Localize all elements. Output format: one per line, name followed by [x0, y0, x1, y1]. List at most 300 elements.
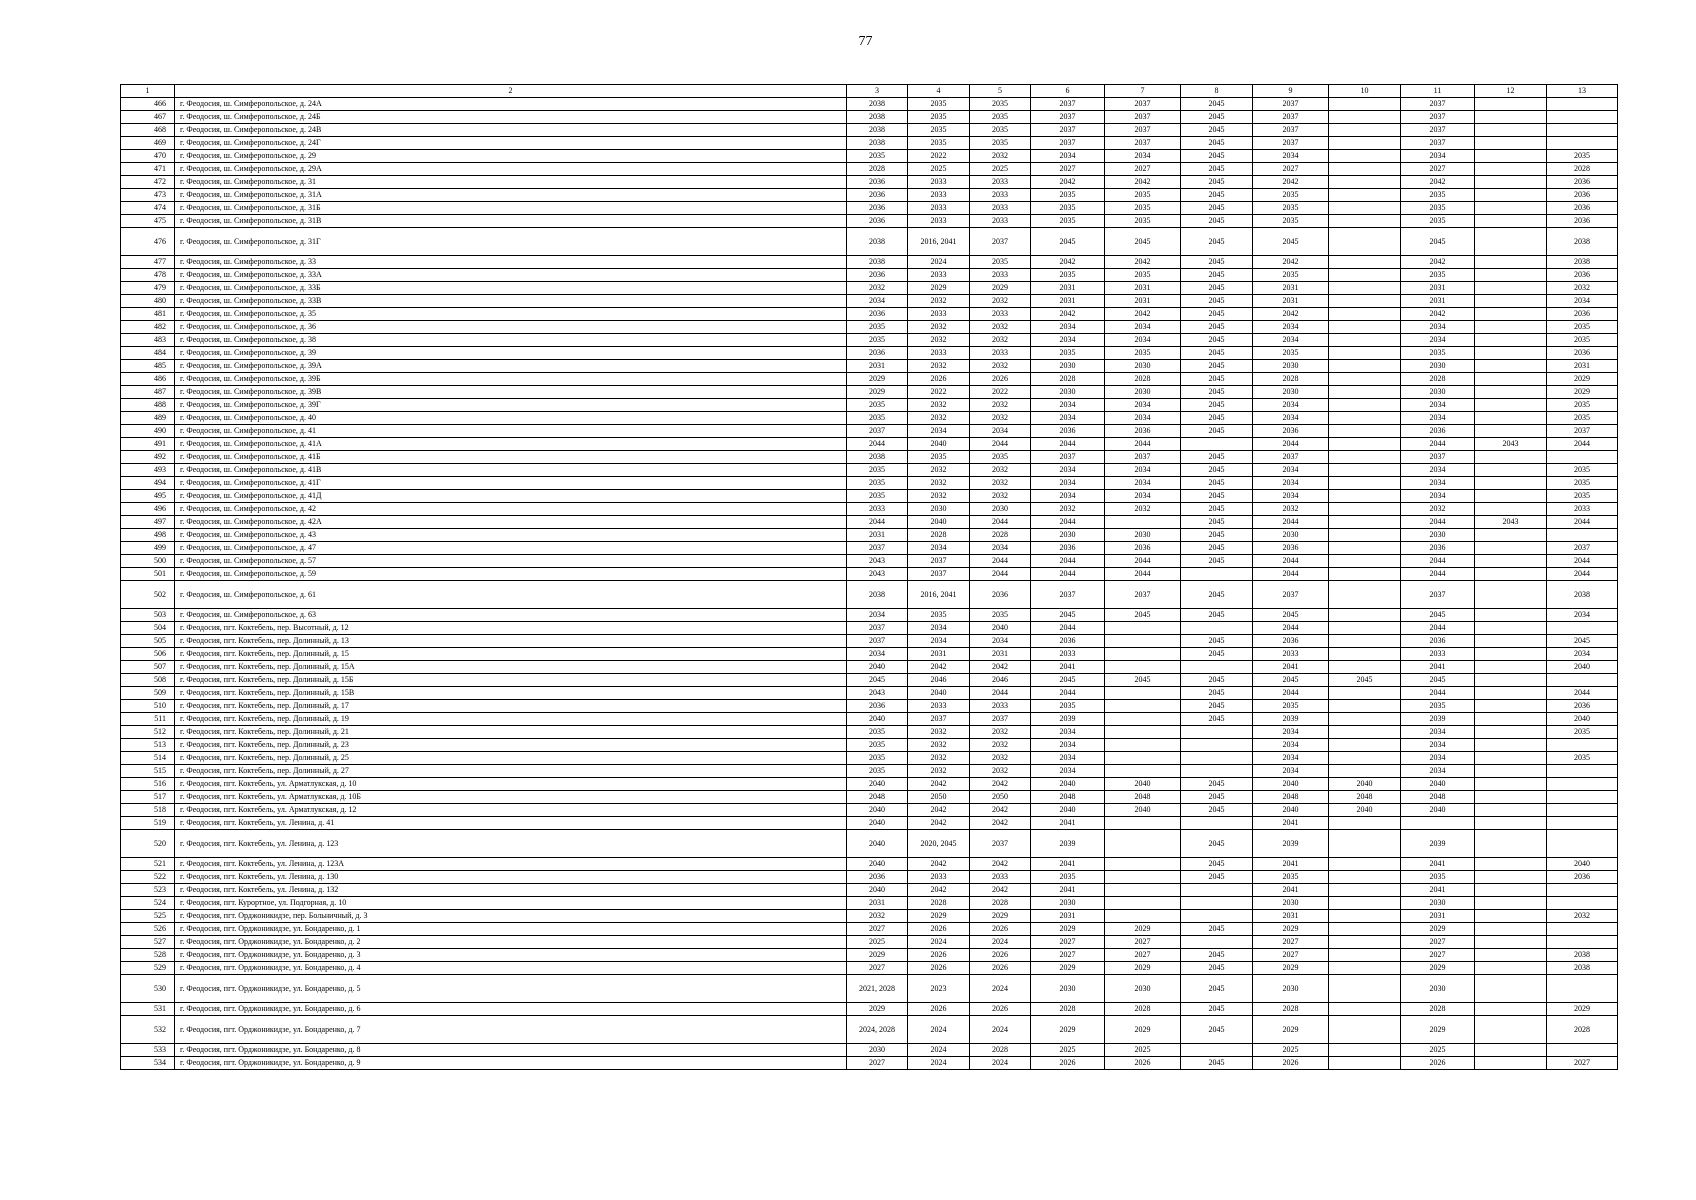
year-cell-col-12 — [1475, 347, 1547, 360]
year-cell-col-10 — [1329, 622, 1401, 635]
year-cell-col-5: 2040 — [970, 622, 1031, 635]
year-cell-col-7 — [1105, 516, 1181, 529]
year-cell-col-12 — [1475, 635, 1547, 648]
address-cell: г. Феодосия, пгт. Орджоникидзе, ул. Бондаренко, д. 4 — [175, 962, 847, 975]
year-cell-col-6: 2028 — [1031, 373, 1105, 386]
row-number: 506 — [121, 648, 175, 661]
year-cell-col-4: 2032 — [908, 739, 970, 752]
year-cell-col-10 — [1329, 137, 1401, 150]
year-cell-col-4: 2032 — [908, 765, 970, 778]
year-cell-col-3: 2040 — [847, 817, 908, 830]
year-cell-col-4: 2030 — [908, 503, 970, 516]
year-cell-col-10 — [1329, 176, 1401, 189]
year-cell-col-4: 2040 — [908, 516, 970, 529]
year-cell-col-6: 2036 — [1031, 425, 1105, 438]
year-cell-col-7: 2034 — [1105, 334, 1181, 347]
year-cell-col-5: 2035 — [970, 451, 1031, 464]
year-cell-col-7: 2032 — [1105, 503, 1181, 516]
year-cell-col-10 — [1329, 399, 1401, 412]
year-cell-col-9: 2029 — [1253, 1016, 1329, 1044]
address-cell: г. Феодосия, ш. Симферопольское, д. 57 — [175, 555, 847, 568]
year-cell-col-7: 2037 — [1105, 581, 1181, 609]
year-cell-col-8: 2045 — [1181, 581, 1253, 609]
row-number: 475 — [121, 215, 175, 228]
row-number: 515 — [121, 765, 175, 778]
year-cell-col-5: 2033 — [970, 871, 1031, 884]
year-cell-col-3: 2035 — [847, 490, 908, 503]
year-cell-col-5: 2024 — [970, 1057, 1031, 1070]
year-cell-col-9: 2039 — [1253, 830, 1329, 858]
year-cell-col-6: 2035 — [1031, 347, 1105, 360]
year-cell-col-9: 2037 — [1253, 137, 1329, 150]
year-cell-col-6: 2034 — [1031, 765, 1105, 778]
year-cell-col-6: 2048 — [1031, 791, 1105, 804]
year-cell-col-12 — [1475, 137, 1547, 150]
year-cell-col-13: 2040 — [1547, 858, 1618, 871]
year-cell-col-9: 2036 — [1253, 635, 1329, 648]
year-cell-col-10 — [1329, 884, 1401, 897]
year-cell-col-6: 2034 — [1031, 752, 1105, 765]
year-cell-col-13: 2033 — [1547, 503, 1618, 516]
year-cell-col-13: 2045 — [1547, 635, 1618, 648]
year-cell-col-12 — [1475, 962, 1547, 975]
year-cell-col-7 — [1105, 897, 1181, 910]
year-cell-col-9: 2041 — [1253, 884, 1329, 897]
year-cell-col-9: 2031 — [1253, 910, 1329, 923]
year-cell-col-5: 2028 — [970, 897, 1031, 910]
year-cell-col-7: 2029 — [1105, 1016, 1181, 1044]
row-number: 496 — [121, 503, 175, 516]
year-cell-col-6: 2027 — [1031, 949, 1105, 962]
row-number: 522 — [121, 871, 175, 884]
row-number: 513 — [121, 739, 175, 752]
table-row — [121, 412, 1618, 425]
table-row — [121, 189, 1618, 202]
year-cell-col-6: 2044 — [1031, 622, 1105, 635]
year-cell-col-4: 2033 — [908, 269, 970, 282]
year-cell-col-5: 2042 — [970, 884, 1031, 897]
year-cell-col-11: 2034 — [1401, 412, 1475, 425]
year-cell-col-3: 2044 — [847, 438, 908, 451]
column-header-8: 8 — [1181, 85, 1253, 98]
year-cell-col-12 — [1475, 124, 1547, 137]
year-cell-col-12 — [1475, 1057, 1547, 1070]
year-cell-col-11: 2034 — [1401, 739, 1475, 752]
year-cell-col-5: 2050 — [970, 791, 1031, 804]
year-cell-col-12 — [1475, 726, 1547, 739]
year-cell-col-5: 2032 — [970, 490, 1031, 503]
year-cell-col-6: 2031 — [1031, 295, 1105, 308]
year-cell-col-9: 2033 — [1253, 648, 1329, 661]
year-cell-col-7 — [1105, 622, 1181, 635]
year-cell-col-5: 2037 — [970, 830, 1031, 858]
year-cell-col-12 — [1475, 477, 1547, 490]
year-cell-col-3: 2035 — [847, 412, 908, 425]
row-number: 477 — [121, 256, 175, 269]
address-cell: г. Феодосия, пгт. Орджоникидзе, ул. Бондаренко, д. 2 — [175, 936, 847, 949]
year-cell-col-3: 2040 — [847, 830, 908, 858]
year-cell-col-10 — [1329, 215, 1401, 228]
year-cell-col-5: 2032 — [970, 360, 1031, 373]
year-cell-col-11: 2036 — [1401, 425, 1475, 438]
year-cell-col-12 — [1475, 765, 1547, 778]
year-cell-col-13: 2035 — [1547, 150, 1618, 163]
year-cell-col-10 — [1329, 661, 1401, 674]
year-cell-col-6: 2025 — [1031, 1044, 1105, 1057]
year-cell-col-3: 2036 — [847, 269, 908, 282]
year-cell-col-6: 2037 — [1031, 98, 1105, 111]
year-cell-col-7 — [1105, 700, 1181, 713]
year-cell-col-13: 2035 — [1547, 399, 1618, 412]
year-cell-col-11: 2037 — [1401, 98, 1475, 111]
year-cell-col-7 — [1105, 635, 1181, 648]
year-cell-col-4: 2034 — [908, 542, 970, 555]
year-cell-col-12 — [1475, 334, 1547, 347]
year-cell-col-8: 2045 — [1181, 648, 1253, 661]
year-cell-col-3: 2040 — [847, 661, 908, 674]
year-cell-col-6: 2037 — [1031, 451, 1105, 464]
year-cell-col-7: 2034 — [1105, 490, 1181, 503]
address-cell: г. Феодосия, ш. Симферопольское, д. 39А — [175, 360, 847, 373]
year-cell-col-12 — [1475, 150, 1547, 163]
table-row — [121, 137, 1618, 150]
year-cell-col-11: 2029 — [1401, 962, 1475, 975]
year-cell-col-7: 2027 — [1105, 936, 1181, 949]
year-cell-col-13: 2035 — [1547, 321, 1618, 334]
year-cell-col-13: 2034 — [1547, 295, 1618, 308]
table-row — [121, 975, 1618, 1003]
year-cell-col-3: 2028 — [847, 163, 908, 176]
year-cell-col-13 — [1547, 936, 1618, 949]
table-row — [121, 111, 1618, 124]
year-cell-col-3: 2031 — [847, 897, 908, 910]
year-cell-col-4: 2022 — [908, 150, 970, 163]
year-cell-col-11: 2042 — [1401, 308, 1475, 321]
year-cell-col-3: 2030 — [847, 1044, 908, 1057]
row-number: 531 — [121, 1003, 175, 1016]
year-cell-col-12 — [1475, 555, 1547, 568]
column-header-3: 3 — [847, 85, 908, 98]
year-cell-col-8: 2045 — [1181, 804, 1253, 817]
year-cell-col-3: 2035 — [847, 726, 908, 739]
address-cell: г. Феодосия, ш. Симферопольское, д. 41Д — [175, 490, 847, 503]
row-number: 498 — [121, 529, 175, 542]
year-cell-col-10: 2040 — [1329, 778, 1401, 791]
year-cell-col-3: 2036 — [847, 347, 908, 360]
year-cell-col-4: 2035 — [908, 609, 970, 622]
year-cell-col-5: 2034 — [970, 425, 1031, 438]
year-cell-col-4: 2035 — [908, 111, 970, 124]
year-cell-col-12 — [1475, 1044, 1547, 1057]
year-cell-col-6: 2031 — [1031, 910, 1105, 923]
year-cell-col-5: 2035 — [970, 609, 1031, 622]
year-cell-col-5: 2030 — [970, 503, 1031, 516]
address-cell: г. Феодосия, пгт. Коктебель, пер. Долинный, д. 19 — [175, 713, 847, 726]
year-cell-col-8: 2045 — [1181, 98, 1253, 111]
year-cell-col-3: 2037 — [847, 542, 908, 555]
year-cell-col-4: 2035 — [908, 124, 970, 137]
year-cell-col-5: 2033 — [970, 700, 1031, 713]
row-number: 484 — [121, 347, 175, 360]
address-cell: г. Феодосия, ш. Симферопольское, д. 59 — [175, 568, 847, 581]
year-cell-col-3: 2043 — [847, 555, 908, 568]
year-cell-col-6: 2041 — [1031, 858, 1105, 871]
year-cell-col-9: 2034 — [1253, 739, 1329, 752]
year-cell-col-8: 2045 — [1181, 871, 1253, 884]
year-cell-col-3: 2036 — [847, 871, 908, 884]
table-row — [121, 609, 1618, 622]
year-cell-col-8: 2045 — [1181, 464, 1253, 477]
year-cell-col-5: 2033 — [970, 308, 1031, 321]
year-cell-col-12 — [1475, 373, 1547, 386]
year-cell-col-12 — [1475, 386, 1547, 399]
year-cell-col-13: 2044 — [1547, 438, 1618, 451]
row-number: 529 — [121, 962, 175, 975]
row-number: 517 — [121, 791, 175, 804]
year-cell-col-9: 2045 — [1253, 228, 1329, 256]
year-cell-col-4: 2031 — [908, 648, 970, 661]
year-cell-col-11: 2037 — [1401, 137, 1475, 150]
year-cell-col-9: 2027 — [1253, 949, 1329, 962]
year-cell-col-8: 2045 — [1181, 778, 1253, 791]
year-cell-col-13: 2035 — [1547, 334, 1618, 347]
year-cell-col-6: 2032 — [1031, 503, 1105, 516]
year-cell-col-6: 2034 — [1031, 321, 1105, 334]
year-cell-col-3: 2036 — [847, 202, 908, 215]
year-cell-col-7: 2028 — [1105, 1003, 1181, 1016]
year-cell-col-3: 2027 — [847, 1057, 908, 1070]
year-cell-col-12 — [1475, 503, 1547, 516]
year-cell-col-11: 2034 — [1401, 334, 1475, 347]
year-cell-col-3: 2044 — [847, 516, 908, 529]
address-cell: г. Феодосия, ш. Симферопольское, д. 36 — [175, 321, 847, 334]
year-cell-col-10 — [1329, 451, 1401, 464]
table-row — [121, 804, 1618, 817]
column-header-11: 11 — [1401, 85, 1475, 98]
year-cell-col-5: 2032 — [970, 150, 1031, 163]
year-cell-col-7: 2030 — [1105, 360, 1181, 373]
year-cell-col-4: 2026 — [908, 962, 970, 975]
table-row — [121, 215, 1618, 228]
year-cell-col-8 — [1181, 661, 1253, 674]
table-row — [121, 752, 1618, 765]
address-cell: г. Феодосия, пгт. Коктебель, ул. Ленина, д. 130 — [175, 871, 847, 884]
year-cell-col-10 — [1329, 713, 1401, 726]
year-cell-col-3: 2035 — [847, 334, 908, 347]
table-row — [121, 648, 1618, 661]
year-cell-col-12 — [1475, 936, 1547, 949]
row-number: 478 — [121, 269, 175, 282]
table-row — [121, 635, 1618, 648]
table-row — [121, 124, 1618, 137]
year-cell-col-6: 2042 — [1031, 308, 1105, 321]
year-cell-col-7 — [1105, 765, 1181, 778]
year-cell-col-11: 2034 — [1401, 464, 1475, 477]
year-cell-col-5: 2029 — [970, 910, 1031, 923]
year-cell-col-8: 2045 — [1181, 386, 1253, 399]
table-row — [121, 674, 1618, 687]
year-cell-col-5: 2032 — [970, 765, 1031, 778]
year-cell-col-13 — [1547, 98, 1618, 111]
year-cell-col-9: 2045 — [1253, 674, 1329, 687]
year-cell-col-9: 2030 — [1253, 386, 1329, 399]
address-cell: г. Феодосия, ш. Симферопольское, д. 31 — [175, 176, 847, 189]
year-cell-col-4: 2037 — [908, 555, 970, 568]
table-row — [121, 98, 1618, 111]
year-cell-col-11: 2040 — [1401, 778, 1475, 791]
year-cell-col-3: 2034 — [847, 609, 908, 622]
year-cell-col-6: 2037 — [1031, 137, 1105, 150]
year-cell-col-6: 2035 — [1031, 269, 1105, 282]
address-cell: г. Феодосия, ш. Симферопольское, д. 31Б — [175, 202, 847, 215]
year-cell-col-7: 2036 — [1105, 425, 1181, 438]
year-cell-col-10 — [1329, 529, 1401, 542]
table-row — [121, 269, 1618, 282]
year-cell-col-3: 2038 — [847, 451, 908, 464]
year-cell-col-6: 2029 — [1031, 1016, 1105, 1044]
year-cell-col-10 — [1329, 308, 1401, 321]
table-row — [121, 529, 1618, 542]
year-cell-col-8 — [1181, 438, 1253, 451]
year-cell-col-9: 2044 — [1253, 555, 1329, 568]
year-cell-col-5: 2042 — [970, 858, 1031, 871]
address-cell: г. Феодосия, пгт. Коктебель, пер. Высотный, д. 12 — [175, 622, 847, 635]
address-cell: г. Феодосия, ш. Симферопольское, д. 40 — [175, 412, 847, 425]
year-cell-col-3: 2035 — [847, 765, 908, 778]
year-cell-col-13 — [1547, 830, 1618, 858]
year-cell-col-9: 2040 — [1253, 778, 1329, 791]
year-cell-col-8: 2045 — [1181, 308, 1253, 321]
year-cell-col-10 — [1329, 726, 1401, 739]
address-cell: г. Феодосия, ш. Симферопольское, д. 33Б — [175, 282, 847, 295]
year-cell-col-6: 2027 — [1031, 163, 1105, 176]
year-cell-col-3: 2021, 2028 — [847, 975, 908, 1003]
year-cell-col-10 — [1329, 464, 1401, 477]
address-cell: г. Феодосия, пгт. Коктебель, пер. Долинный, д. 27 — [175, 765, 847, 778]
address-cell: г. Феодосия, пгт. Орджоникидзе, ул. Бондаренко, д. 9 — [175, 1057, 847, 1070]
year-cell-col-3: 2029 — [847, 949, 908, 962]
year-cell-col-5: 2026 — [970, 373, 1031, 386]
year-cell-col-7: 2037 — [1105, 98, 1181, 111]
year-cell-col-4: 2033 — [908, 176, 970, 189]
year-cell-col-9: 2027 — [1253, 936, 1329, 949]
year-cell-col-11: 2031 — [1401, 282, 1475, 295]
year-cell-col-4: 2037 — [908, 713, 970, 726]
address-cell: г. Феодосия, пгт. Орджоникидзе, ул. Бондаренко, д. 7 — [175, 1016, 847, 1044]
year-cell-col-11: 2037 — [1401, 124, 1475, 137]
year-cell-col-9: 2045 — [1253, 609, 1329, 622]
row-number: 533 — [121, 1044, 175, 1057]
year-cell-col-3: 2034 — [847, 648, 908, 661]
year-cell-col-10 — [1329, 477, 1401, 490]
year-cell-col-9: 2042 — [1253, 256, 1329, 269]
year-cell-col-6: 2034 — [1031, 399, 1105, 412]
row-number: 524 — [121, 897, 175, 910]
year-cell-col-13 — [1547, 529, 1618, 542]
year-cell-col-11: 2042 — [1401, 176, 1475, 189]
year-cell-col-11: 2044 — [1401, 622, 1475, 635]
year-cell-col-8: 2045 — [1181, 334, 1253, 347]
year-cell-col-11: 2034 — [1401, 321, 1475, 334]
year-cell-col-9: 2037 — [1253, 451, 1329, 464]
year-cell-col-7: 2025 — [1105, 1044, 1181, 1057]
year-cell-col-6: 2041 — [1031, 661, 1105, 674]
year-cell-col-9: 2036 — [1253, 542, 1329, 555]
year-cell-col-8: 2045 — [1181, 451, 1253, 464]
row-number: 514 — [121, 752, 175, 765]
year-cell-col-13: 2038 — [1547, 581, 1618, 609]
row-number: 470 — [121, 150, 175, 163]
table-row — [121, 308, 1618, 321]
year-cell-col-9: 2044 — [1253, 568, 1329, 581]
year-cell-col-8: 2045 — [1181, 542, 1253, 555]
year-cell-col-13: 2036 — [1547, 700, 1618, 713]
year-cell-col-8 — [1181, 752, 1253, 765]
address-cell: г. Феодосия, ш. Симферопольское, д. 24Г — [175, 137, 847, 150]
row-number: 479 — [121, 282, 175, 295]
year-cell-col-13 — [1547, 1044, 1618, 1057]
year-cell-col-4: 2037 — [908, 568, 970, 581]
table-row — [121, 765, 1618, 778]
year-cell-col-13: 2035 — [1547, 477, 1618, 490]
table-row — [121, 438, 1618, 451]
table-row — [121, 568, 1618, 581]
year-cell-col-4: 2026 — [908, 923, 970, 936]
year-cell-col-6: 2044 — [1031, 687, 1105, 700]
year-cell-col-3: 2035 — [847, 399, 908, 412]
year-cell-col-9: 2030 — [1253, 897, 1329, 910]
year-cell-col-8 — [1181, 1044, 1253, 1057]
address-cell: г. Феодосия, пгт. Орджоникидзе, пер. Больничный, д. 3 — [175, 910, 847, 923]
row-number: 503 — [121, 609, 175, 622]
column-header-1: 1 — [121, 85, 175, 98]
year-cell-col-5: 2032 — [970, 477, 1031, 490]
year-cell-col-4: 2033 — [908, 202, 970, 215]
year-cell-col-5: 2044 — [970, 516, 1031, 529]
year-cell-col-10 — [1329, 568, 1401, 581]
row-number: 534 — [121, 1057, 175, 1070]
year-cell-col-8: 2045 — [1181, 202, 1253, 215]
year-cell-col-7: 2044 — [1105, 438, 1181, 451]
year-cell-col-12 — [1475, 791, 1547, 804]
year-cell-col-9: 2039 — [1253, 713, 1329, 726]
year-cell-col-8: 2045 — [1181, 425, 1253, 438]
address-cell: г. Феодосия, пгт. Коктебель, пер. Долинный, д. 17 — [175, 700, 847, 713]
year-cell-col-8: 2045 — [1181, 1016, 1253, 1044]
year-cell-col-12 — [1475, 269, 1547, 282]
year-cell-col-3: 2036 — [847, 700, 908, 713]
year-cell-col-13 — [1547, 137, 1618, 150]
year-cell-col-9: 2044 — [1253, 516, 1329, 529]
row-number: 485 — [121, 360, 175, 373]
year-cell-col-9: 2035 — [1253, 215, 1329, 228]
address-cell: г. Феодосия, ш. Симферопольское, д. 41В — [175, 464, 847, 477]
year-cell-col-7: 2026 — [1105, 1057, 1181, 1070]
address-cell: г. Феодосия, пгт. Коктебель, пер. Долинный, д. 13 — [175, 635, 847, 648]
year-cell-col-11: 2034 — [1401, 726, 1475, 739]
address-cell: г. Феодосия, ш. Симферопольское, д. 24Б — [175, 111, 847, 124]
year-cell-col-5: 2046 — [970, 674, 1031, 687]
year-cell-col-4: 2032 — [908, 464, 970, 477]
year-cell-col-10 — [1329, 347, 1401, 360]
year-cell-col-9: 2035 — [1253, 347, 1329, 360]
address-cell: г. Феодосия, пгт. Орджоникидзе, ул. Бондаренко, д. 3 — [175, 949, 847, 962]
year-cell-col-12 — [1475, 189, 1547, 202]
table-row — [121, 176, 1618, 189]
address-cell: г. Феодосия, ш. Симферопольское, д. 39 — [175, 347, 847, 360]
table-row — [121, 451, 1618, 464]
year-cell-col-3: 2035 — [847, 739, 908, 752]
